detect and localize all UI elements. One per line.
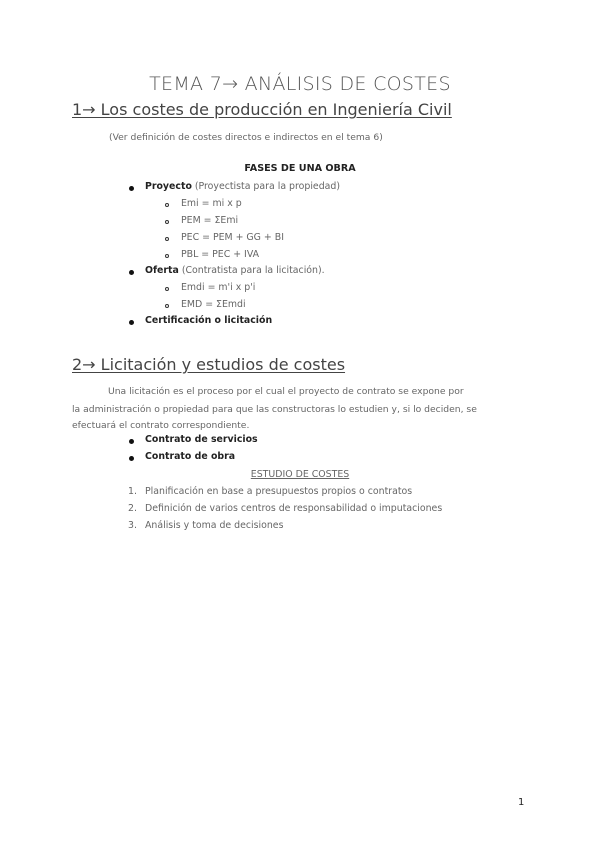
formula-item: PEM = ΣEmi (181, 215, 239, 226)
list-item-detail: (Contratista para la licitación). (178, 265, 325, 276)
list-item-detail: (Proyectista para la propiedad) (191, 181, 341, 192)
section1-heading: 1→ Los costes de producción en Ingeniería Civil (72, 100, 452, 119)
bullet-icon (129, 270, 134, 275)
page-number: 1 (518, 797, 525, 808)
bullet-icon (129, 186, 134, 191)
list-number: 3. (128, 520, 137, 531)
study-title: ESTUDIO DE COSTES (250, 469, 350, 480)
list-item-oferta (145, 265, 325, 276)
list-item-certificacion (145, 315, 272, 326)
circle-bullet-icon (165, 254, 169, 258)
bullet-icon (129, 320, 134, 325)
paragraph-line: Una licitación es el proceso por el cual el proyecto de contrato se expone por (108, 386, 464, 397)
formula-item: Emi = mi x p (181, 198, 242, 209)
formula-item: PBL = PEC + IVA (181, 249, 260, 260)
list-item-label: Contrato de servicios (145, 434, 258, 445)
formula-item: Emdi = m'i x p'i (181, 282, 256, 293)
bullet-icon (129, 456, 134, 461)
numbered-item: Definición de varios centros de responsabilidad o imputaciones (145, 503, 443, 514)
paragraph-line: efectuará el contrato correspondiente. (72, 420, 250, 431)
bullet-icon (129, 439, 134, 444)
circle-bullet-icon (165, 304, 169, 308)
paragraph-line: la administración o propiedad para que las constructoras lo estudien y, si lo deciden, se (72, 404, 477, 415)
list-item-label: Contrato de obra (145, 451, 236, 462)
numbered-item: Planificación en base a presupuestos propios o contratos (145, 486, 413, 497)
section2-heading: 2→ Licitación y estudios de costes (72, 355, 346, 374)
list-number: 1. (128, 486, 137, 497)
phases-subheading: FASES DE UNA OBRA (244, 163, 356, 174)
list-item-label: Proyecto (145, 181, 192, 192)
list-item-proyecto (145, 181, 340, 192)
list-item-label: Oferta (145, 265, 179, 276)
circle-bullet-icon (165, 203, 169, 207)
section1-note: (Ver definición de costes directos e indirectos en el tema 6) (109, 132, 383, 143)
circle-bullet-icon (165, 287, 169, 291)
numbered-item: Análisis y toma de decisiones (145, 520, 284, 531)
list-number: 2. (128, 503, 137, 514)
list-item-label: Certificación o licitación (145, 315, 273, 326)
circle-bullet-icon (165, 237, 169, 241)
list-item-contrato-obra (145, 451, 235, 462)
circle-bullet-icon (165, 220, 169, 224)
list-item-contrato-servicios (145, 434, 258, 445)
formula-item: PEC = PEM + GG + BI (181, 232, 284, 243)
page-title: TEMA 7→ ANÁLISIS DE COSTES (149, 73, 451, 95)
formula-item: EMD = ΣEmdi (181, 299, 246, 310)
